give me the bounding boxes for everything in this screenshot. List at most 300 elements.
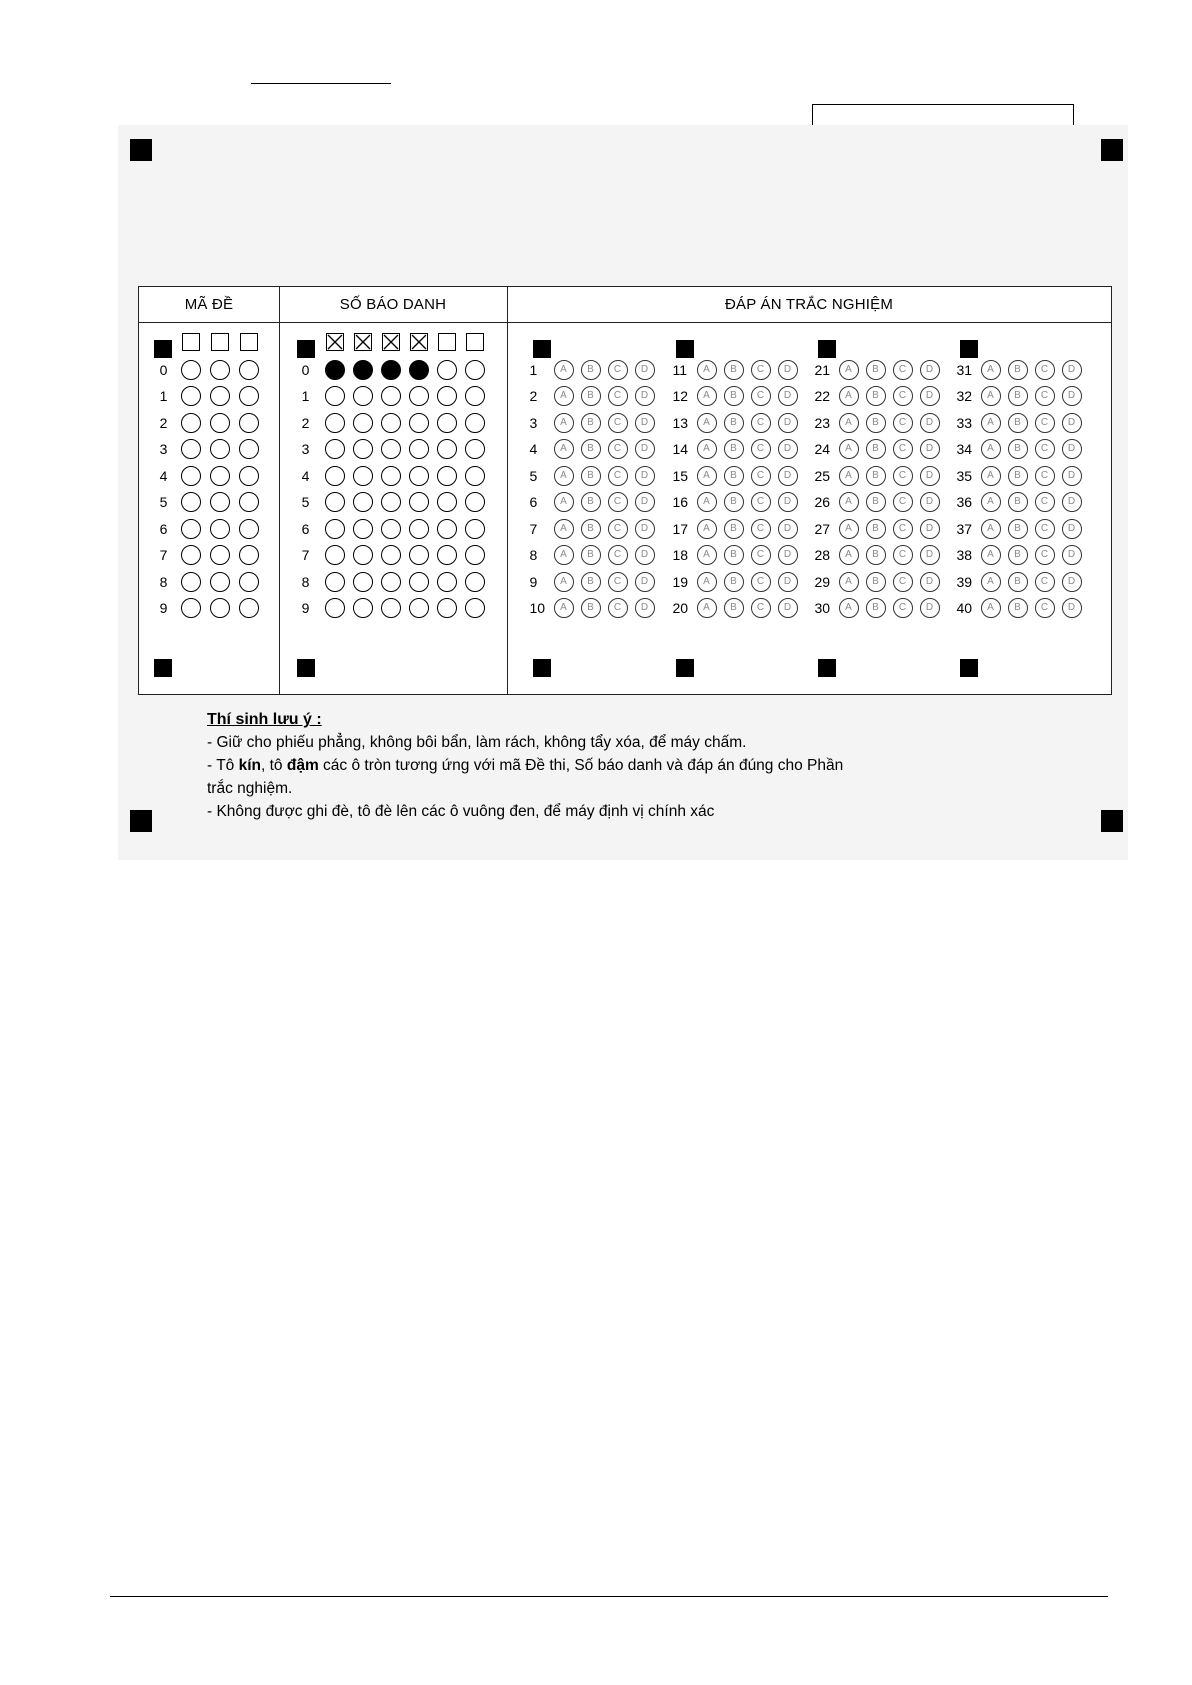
answer-bubble-c[interactable]: C	[893, 439, 913, 459]
answer-bubble-b[interactable]: B	[581, 545, 601, 565]
answer-bubble-c[interactable]: C	[751, 492, 771, 512]
answer-bubble-a[interactable]: A	[981, 519, 1001, 539]
answer-bubble-b[interactable]: B	[1008, 386, 1028, 406]
ma-de-bubble[interactable]	[210, 572, 230, 592]
answer-bubble-a[interactable]: A	[981, 492, 1001, 512]
answer-bubble-c[interactable]: C	[751, 598, 771, 618]
answer-bubble-a[interactable]: A	[839, 519, 859, 539]
answer-bubble-c[interactable]: C	[608, 413, 628, 433]
ma-de-bubble[interactable]	[239, 386, 259, 406]
answer-bubble-c[interactable]: C	[893, 492, 913, 512]
answer-bubble-b[interactable]: B	[1008, 492, 1028, 512]
answer-bubble-b[interactable]: B	[1008, 572, 1028, 592]
answer-bubble-d[interactable]: D	[1062, 386, 1082, 406]
so-bao-danh-bubble[interactable]	[381, 386, 401, 406]
so-bao-danh-bubble[interactable]	[353, 466, 373, 486]
answer-bubble-d[interactable]: D	[635, 386, 655, 406]
answer-bubble-d[interactable]: D	[635, 519, 655, 539]
answer-bubble-a[interactable]: A	[981, 386, 1001, 406]
answer-bubble-a[interactable]: A	[981, 466, 1001, 486]
question-number: 22	[814, 388, 831, 404]
answer-bubble-b[interactable]: B	[1008, 360, 1028, 380]
question-number: 20	[672, 600, 689, 616]
so-bao-danh-write-box[interactable]	[382, 333, 400, 351]
ma-de-bubble[interactable]	[181, 572, 201, 592]
answer-bubble-a[interactable]: A	[981, 439, 1001, 459]
answer-bubble-d[interactable]: D	[635, 598, 655, 618]
so-bao-danh-bubble[interactable]	[381, 413, 401, 433]
answer-bubble-c[interactable]: C	[1035, 598, 1055, 618]
answer-bubble-b[interactable]: B	[866, 386, 886, 406]
question-number: 29	[814, 573, 831, 590]
so-bao-danh-bubble[interactable]	[437, 386, 457, 406]
so-bao-danh-bubble[interactable]	[437, 466, 457, 486]
answer-bubble-c[interactable]: C	[893, 598, 913, 618]
so-bao-danh-bubble[interactable]	[325, 466, 345, 486]
ma-de-bubble[interactable]	[239, 492, 259, 512]
answer-bubble-a[interactable]: A	[554, 572, 574, 592]
ma-de-bubble[interactable]	[239, 413, 259, 433]
answer-bubble-a[interactable]: A	[839, 545, 859, 565]
answer-bubble-b[interactable]: B	[866, 598, 886, 618]
ma-de-bubble[interactable]	[239, 360, 259, 380]
answer-bubble-c[interactable]: C	[608, 598, 628, 618]
so-bao-danh-write-box[interactable]	[354, 333, 372, 351]
question-number: 24	[814, 441, 831, 457]
ma-de-bubble[interactable]	[181, 466, 201, 486]
answer-bubble-a[interactable]: A	[554, 413, 574, 433]
answer-bubble-a[interactable]: A	[554, 519, 574, 539]
corner-marker-top-left	[130, 139, 152, 161]
answer-bubble-c[interactable]: C	[1035, 386, 1055, 406]
answer-bubble-a[interactable]: A	[839, 572, 859, 592]
answer-bubble-a[interactable]: A	[839, 492, 859, 512]
answer-bubble-b[interactable]: B	[1008, 519, 1028, 539]
ma-de-bubble[interactable]	[239, 598, 259, 618]
answer-bubble-b[interactable]: B	[866, 360, 886, 380]
so-bao-danh-bubble[interactable]	[437, 598, 457, 618]
answer-bubble-b[interactable]: B	[1008, 545, 1028, 565]
so-bao-danh-bubble[interactable]	[409, 439, 429, 459]
so-bao-danh-bubble[interactable]	[381, 439, 401, 459]
ma-de-digit-label: 5	[159, 494, 168, 510]
answer-bubble-b[interactable]: B	[724, 519, 744, 539]
so-bao-danh-digit-label: 4	[301, 467, 310, 484]
answer-timing-mark-top	[676, 340, 694, 358]
ma-de-bubble[interactable]	[239, 466, 259, 486]
question-number: 6	[529, 494, 538, 510]
answer-bubble-c[interactable]: C	[608, 466, 628, 486]
so-bao-danh-title: SỐ BÁO DANH	[339, 296, 447, 313]
answer-bubble-d[interactable]: D	[1062, 519, 1082, 539]
answer-bubble-a[interactable]: A	[697, 598, 717, 618]
so-bao-danh-bubble[interactable]	[381, 519, 401, 539]
so-bao-danh-bubble[interactable]	[325, 413, 345, 433]
so-bao-danh-bubble[interactable]	[353, 598, 373, 618]
answer-timing-mark-bottom	[818, 659, 836, 677]
so-bao-danh-bubble[interactable]	[465, 360, 485, 380]
answer-bubble-b[interactable]: B	[724, 466, 744, 486]
answer-bubble-a[interactable]: A	[697, 466, 717, 486]
question-number: 34	[956, 441, 973, 457]
so-bao-danh-bubble[interactable]	[409, 360, 429, 380]
so-bao-danh-bubble[interactable]	[353, 360, 373, 380]
answer-bubble-d[interactable]: D	[920, 439, 940, 459]
answer-bubble-d[interactable]: D	[778, 572, 798, 592]
answer-bubble-d[interactable]: D	[1062, 439, 1082, 459]
so-bao-danh-bubble[interactable]	[381, 360, 401, 380]
answer-bubble-b[interactable]: B	[1008, 439, 1028, 459]
answer-bubble-a[interactable]: A	[839, 360, 859, 380]
so-bao-danh-bubble[interactable]	[325, 598, 345, 618]
answer-bubble-c[interactable]: C	[608, 545, 628, 565]
so-bao-danh-bubble[interactable]	[381, 466, 401, 486]
ma-de-bubble[interactable]	[181, 545, 201, 565]
answer-bubble-b[interactable]: B	[866, 466, 886, 486]
answer-bubble-c[interactable]: C	[893, 386, 913, 406]
answer-bubble-b[interactable]: B	[724, 413, 744, 433]
answer-bubble-a[interactable]: A	[697, 492, 717, 512]
answer-bubble-b[interactable]: B	[581, 413, 601, 433]
answer-bubble-b[interactable]: B	[581, 360, 601, 380]
so-bao-danh-bubble[interactable]	[465, 439, 485, 459]
answer-bubble-a[interactable]: A	[554, 545, 574, 565]
question-number: 32	[956, 388, 973, 404]
answer-bubble-c[interactable]: C	[1035, 545, 1055, 565]
answer-bubble-d[interactable]: D	[920, 413, 940, 433]
so-bao-danh-bubble[interactable]	[465, 598, 485, 618]
answer-bubble-c[interactable]: C	[751, 519, 771, 539]
answer-bubble-d[interactable]: D	[1062, 466, 1082, 486]
answer-bubble-d[interactable]: D	[778, 466, 798, 486]
answer-bubble-c[interactable]: C	[608, 439, 628, 459]
footer-rule	[110, 1596, 1108, 1597]
answer-bubble-a[interactable]: A	[981, 545, 1001, 565]
answer-timing-mark-top	[533, 340, 551, 358]
ma-de-bubble[interactable]	[181, 519, 201, 539]
answer-bubble-c[interactable]: C	[751, 466, 771, 486]
ma-de-bubble[interactable]	[181, 492, 201, 512]
ma-de-bubble[interactable]	[210, 598, 230, 618]
so-bao-danh-write-box[interactable]	[466, 333, 484, 351]
answer-bubble-a[interactable]: A	[839, 439, 859, 459]
so-bao-danh-write-box[interactable]	[326, 333, 344, 351]
answer-bubble-a[interactable]: A	[554, 439, 574, 459]
answer-bubble-c[interactable]: C	[751, 413, 771, 433]
ma-de-bubble[interactable]	[239, 545, 259, 565]
answer-bubble-b[interactable]: B	[581, 572, 601, 592]
answer-bubble-d[interactable]: D	[920, 598, 940, 618]
ma-de-bubble[interactable]	[239, 572, 259, 592]
answer-bubble-b[interactable]: B	[1008, 598, 1028, 618]
so-bao-danh-bubble[interactable]	[325, 439, 345, 459]
notes-heading: Thí sinh lưu ý :	[207, 711, 322, 728]
so-bao-danh-bubble[interactable]	[381, 492, 401, 512]
so-bao-danh-bubble[interactable]	[465, 545, 485, 565]
ma-de-bubble[interactable]	[239, 439, 259, 459]
so-bao-danh-bubble[interactable]	[381, 545, 401, 565]
answer-bubble-c[interactable]: C	[751, 439, 771, 459]
note-line-2	[207, 754, 1007, 777]
note-line-2-suffix: các ô tròn tương ứng với mã Đề thi, Số báo danh và đáp án đúng cho Phần	[318, 757, 844, 774]
ma-de-digit-label: 8	[159, 573, 168, 590]
question-number: 37	[956, 520, 973, 537]
answer-bubble-d[interactable]: D	[920, 519, 940, 539]
answer-bubble-a[interactable]: A	[981, 572, 1001, 592]
answer-bubble-d[interactable]: D	[635, 572, 655, 592]
answer-bubble-b[interactable]: B	[1008, 466, 1028, 486]
so-bao-danh-bubble[interactable]	[353, 519, 373, 539]
so-bao-danh-bubble[interactable]	[437, 360, 457, 380]
so-bao-danh-bubble[interactable]	[409, 545, 429, 565]
answer-bubble-b[interactable]: B	[581, 598, 601, 618]
question-number: 16	[672, 494, 689, 510]
answer-bubble-b[interactable]: B	[724, 572, 744, 592]
answer-bubble-d[interactable]: D	[635, 545, 655, 565]
answer-bubble-d[interactable]: D	[635, 492, 655, 512]
answer-bubble-c[interactable]: C	[608, 360, 628, 380]
answer-bubble-a[interactable]: A	[839, 466, 859, 486]
question-number: 23	[814, 414, 831, 431]
answer-bubble-b[interactable]: B	[724, 439, 744, 459]
answer-bubble-c[interactable]: C	[751, 572, 771, 592]
so-bao-danh-bubble[interactable]	[437, 492, 457, 512]
answer-bubble-d[interactable]: D	[778, 519, 798, 539]
answer-bubble-b[interactable]: B	[866, 413, 886, 433]
question-number: 8	[529, 547, 538, 563]
so-bao-danh-bubble[interactable]	[465, 413, 485, 433]
answer-bubble-a[interactable]: A	[554, 492, 574, 512]
answer-bubble-c[interactable]: C	[1035, 519, 1055, 539]
answer-bubble-a[interactable]: A	[981, 598, 1001, 618]
so-bao-danh-bubble[interactable]	[409, 598, 429, 618]
note-line-4: - Không được ghi đè, tô đè lên các ô vuông đen, để máy định vị chính xác	[207, 803, 715, 820]
answer-bubble-d[interactable]: D	[1062, 492, 1082, 512]
answer-bubble-a[interactable]: A	[697, 519, 717, 539]
so-bao-danh-write-box[interactable]	[438, 333, 456, 351]
so-bao-danh-bubble[interactable]	[465, 492, 485, 512]
dap-an-title: ĐÁP ÁN TRẮC NGHIỆM	[724, 296, 894, 313]
so-bao-danh-bubble[interactable]	[465, 572, 485, 592]
ma-de-bubble[interactable]	[210, 439, 230, 459]
so-bao-danh-bubble[interactable]	[409, 492, 429, 512]
answer-bubble-a[interactable]: A	[981, 413, 1001, 433]
ma-de-bubble[interactable]	[210, 466, 230, 486]
so-bao-danh-write-box[interactable]	[410, 333, 428, 351]
ma-de-bubble[interactable]	[210, 386, 230, 406]
answer-bubble-d[interactable]: D	[778, 386, 798, 406]
question-number: 3	[529, 414, 538, 431]
answer-bubble-c[interactable]: C	[751, 545, 771, 565]
answer-bubble-c[interactable]: C	[893, 360, 913, 380]
answer-bubble-c[interactable]: C	[608, 519, 628, 539]
ma-de-bubble[interactable]	[210, 360, 230, 380]
answer-bubble-a[interactable]: A	[839, 386, 859, 406]
answer-bubble-b[interactable]: B	[866, 519, 886, 539]
answer-bubble-b[interactable]: B	[581, 439, 601, 459]
answer-bubble-b[interactable]: B	[866, 572, 886, 592]
header-divider	[139, 322, 1111, 323]
answer-bubble-b[interactable]: B	[866, 492, 886, 512]
answer-bubble-c[interactable]: C	[1035, 439, 1055, 459]
question-number: 9	[529, 573, 538, 590]
answer-bubble-a[interactable]: A	[697, 439, 717, 459]
ma-de-bubble[interactable]	[210, 492, 230, 512]
so-bao-danh-bubble[interactable]	[325, 360, 345, 380]
answer-bubble-c[interactable]: C	[893, 466, 913, 486]
answer-bubble-d[interactable]: D	[920, 360, 940, 380]
so-bao-danh-bubble[interactable]	[353, 439, 373, 459]
so-bao-danh-bubble[interactable]	[409, 519, 429, 539]
answer-bubble-a[interactable]: A	[697, 572, 717, 592]
so-bao-danh-bubble[interactable]	[325, 572, 345, 592]
answer-bubble-c[interactable]: C	[1035, 413, 1055, 433]
ma-de-bubble[interactable]	[210, 545, 230, 565]
ma-de-bubble[interactable]	[181, 439, 201, 459]
answer-bubble-a[interactable]: A	[554, 386, 574, 406]
answer-bubble-b[interactable]: B	[724, 492, 744, 512]
answer-bubble-c[interactable]: C	[1035, 572, 1055, 592]
so-bao-danh-bubble[interactable]	[409, 572, 429, 592]
answer-bubble-d[interactable]: D	[920, 492, 940, 512]
answer-bubble-b[interactable]: B	[581, 519, 601, 539]
answer-bubble-d[interactable]: D	[635, 439, 655, 459]
so-bao-danh-bubble[interactable]	[353, 413, 373, 433]
answer-bubble-d[interactable]: D	[920, 386, 940, 406]
answer-bubble-c[interactable]: C	[751, 386, 771, 406]
so-bao-danh-bubble[interactable]	[381, 572, 401, 592]
answer-bubble-d[interactable]: D	[635, 413, 655, 433]
question-number: 40	[956, 600, 973, 616]
answer-bubble-a[interactable]: A	[697, 413, 717, 433]
answer-bubble-b[interactable]: B	[866, 439, 886, 459]
answer-bubble-d[interactable]: D	[778, 439, 798, 459]
answer-bubble-d[interactable]: D	[778, 492, 798, 512]
answer-bubble-d[interactable]: D	[1062, 598, 1082, 618]
so-bao-danh-bubble[interactable]	[437, 545, 457, 565]
so-bao-danh-bubble[interactable]	[465, 386, 485, 406]
so-bao-danh-bubble[interactable]	[381, 598, 401, 618]
bubble-grid	[138, 286, 1112, 695]
so-bao-danh-bubble[interactable]	[325, 492, 345, 512]
so-bao-danh-bubble[interactable]	[465, 519, 485, 539]
answer-timing-mark-top	[818, 340, 836, 358]
answer-bubble-c[interactable]: C	[1035, 466, 1055, 486]
so-bao-danh-digit-label: 2	[301, 414, 310, 431]
answer-bubble-d[interactable]: D	[778, 598, 798, 618]
answer-bubble-d[interactable]: D	[920, 545, 940, 565]
ma-de-bubble[interactable]	[181, 413, 201, 433]
answer-bubble-a[interactable]: A	[554, 598, 574, 618]
answer-bubble-d[interactable]: D	[635, 466, 655, 486]
so-bao-danh-timing-mark-top	[297, 340, 315, 358]
so-bao-danh-bubble[interactable]	[325, 386, 345, 406]
answer-bubble-c[interactable]: C	[893, 519, 913, 539]
so-bao-danh-bubble[interactable]	[409, 386, 429, 406]
answer-bubble-d[interactable]: D	[1062, 413, 1082, 433]
answer-bubble-a[interactable]: A	[839, 598, 859, 618]
question-number: 1	[529, 361, 538, 378]
answer-bubble-d[interactable]: D	[920, 572, 940, 592]
answer-bubble-c[interactable]: C	[751, 360, 771, 380]
question-number: 21	[814, 361, 831, 378]
answer-bubble-b[interactable]: B	[581, 386, 601, 406]
divider-so-bao-danh	[507, 287, 508, 694]
question-number: 33	[956, 414, 973, 431]
so-bao-danh-timing-mark-bottom	[297, 659, 315, 677]
answer-bubble-c[interactable]: C	[608, 572, 628, 592]
answer-bubble-d[interactable]: D	[1062, 360, 1082, 380]
answer-bubble-a[interactable]: A	[697, 360, 717, 380]
answer-bubble-b[interactable]: B	[866, 545, 886, 565]
corner-marker-bottom-left	[130, 810, 152, 832]
answer-bubble-b[interactable]: B	[581, 492, 601, 512]
so-bao-danh-bubble[interactable]	[409, 466, 429, 486]
answer-bubble-a[interactable]: A	[839, 413, 859, 433]
answer-bubble-a[interactable]: A	[554, 466, 574, 486]
so-bao-danh-digit-label: 1	[301, 388, 310, 404]
ma-de-bubble[interactable]	[181, 360, 201, 380]
answer-bubble-a[interactable]: A	[697, 386, 717, 406]
so-bao-danh-bubble[interactable]	[325, 519, 345, 539]
so-bao-danh-bubble[interactable]	[437, 572, 457, 592]
so-bao-danh-bubble[interactable]	[437, 519, 457, 539]
answer-bubble-c[interactable]: C	[1035, 492, 1055, 512]
answer-bubble-d[interactable]: D	[1062, 572, 1082, 592]
answer-bubble-d[interactable]: D	[635, 360, 655, 380]
answer-bubble-c[interactable]: C	[1035, 360, 1055, 380]
answer-bubble-d[interactable]: D	[920, 466, 940, 486]
answer-bubble-b[interactable]: B	[1008, 413, 1028, 433]
answer-bubble-b[interactable]: B	[724, 386, 744, 406]
so-bao-danh-bubble[interactable]	[353, 545, 373, 565]
ma-de-write-box[interactable]	[211, 333, 229, 351]
ma-de-write-box[interactable]	[240, 333, 258, 351]
ma-de-bubble[interactable]	[181, 386, 201, 406]
so-bao-danh-bubble[interactable]	[437, 413, 457, 433]
answer-bubble-c[interactable]: C	[893, 572, 913, 592]
ma-de-write-box[interactable]	[182, 333, 200, 351]
answer-bubble-b[interactable]: B	[724, 598, 744, 618]
answer-bubble-c[interactable]: C	[893, 413, 913, 433]
answer-bubble-b[interactable]: B	[724, 545, 744, 565]
answer-bubble-d[interactable]: D	[1062, 545, 1082, 565]
answer-bubble-a[interactable]: A	[981, 360, 1001, 380]
answer-bubble-b[interactable]: B	[724, 360, 744, 380]
so-bao-danh-bubble[interactable]	[437, 439, 457, 459]
question-number: 28	[814, 547, 831, 563]
ma-de-bubble[interactable]	[210, 519, 230, 539]
so-bao-danh-bubble[interactable]	[353, 572, 373, 592]
ma-de-bubble[interactable]	[239, 519, 259, 539]
answer-bubble-a[interactable]: A	[554, 360, 574, 380]
ma-de-bubble[interactable]	[181, 598, 201, 618]
so-bao-danh-bubble[interactable]	[325, 545, 345, 565]
answer-bubble-d[interactable]: D	[778, 545, 798, 565]
answer-bubble-d[interactable]: D	[778, 360, 798, 380]
answer-bubble-c[interactable]: C	[608, 386, 628, 406]
answer-bubble-d[interactable]: D	[778, 413, 798, 433]
answer-bubble-c[interactable]: C	[608, 492, 628, 512]
answer-bubble-c[interactable]: C	[893, 545, 913, 565]
so-bao-danh-bubble[interactable]	[353, 386, 373, 406]
ma-de-bubble[interactable]	[210, 413, 230, 433]
answer-bubble-b[interactable]: B	[581, 466, 601, 486]
so-bao-danh-bubble[interactable]	[353, 492, 373, 512]
so-bao-danh-bubble[interactable]	[465, 466, 485, 486]
so-bao-danh-bubble[interactable]	[409, 413, 429, 433]
answer-bubble-a[interactable]: A	[697, 545, 717, 565]
